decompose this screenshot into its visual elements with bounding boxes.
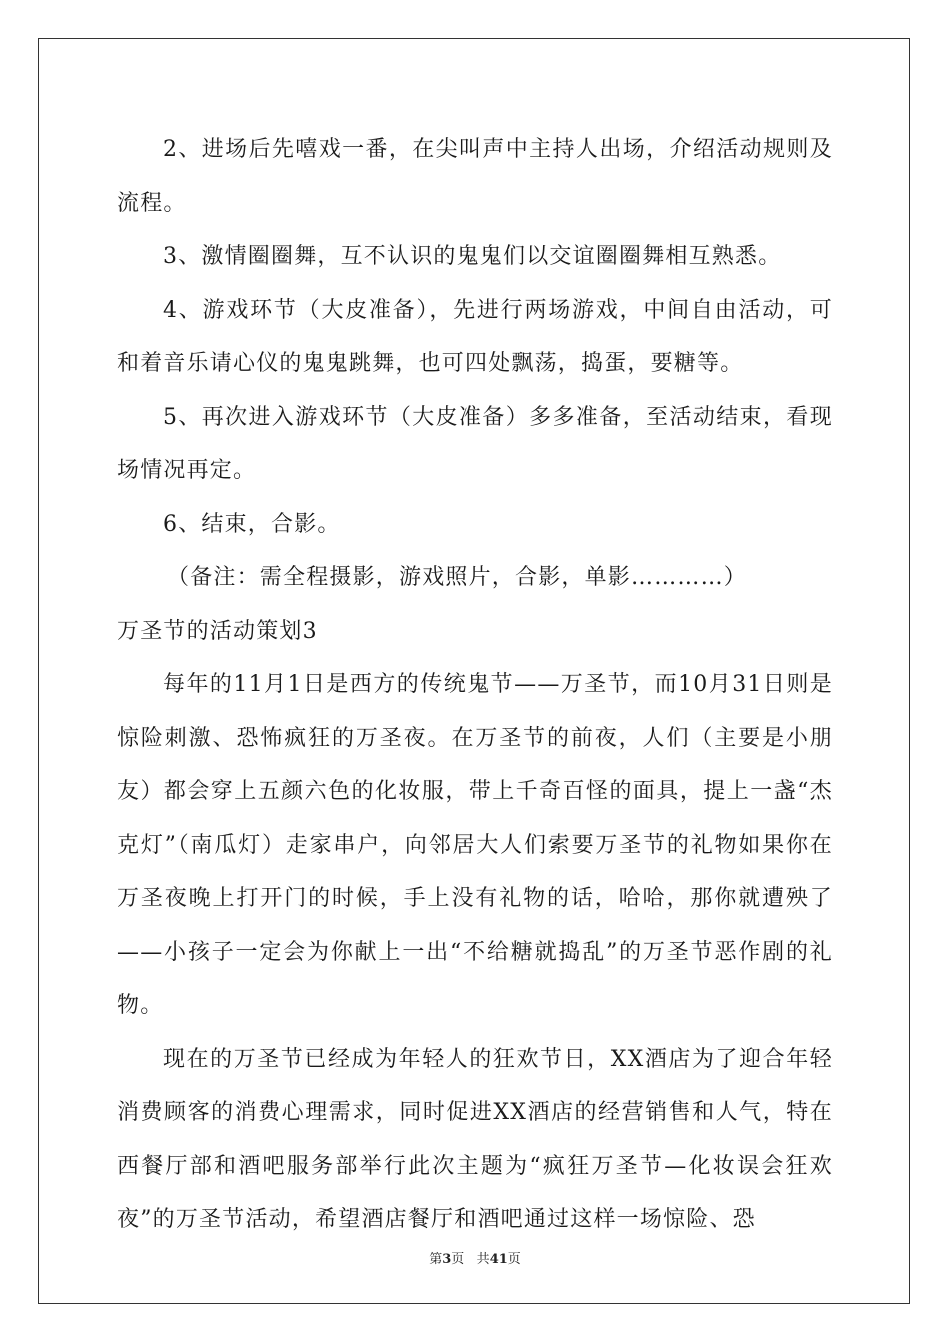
page-footer	[0, 1248, 950, 1267]
footer-page-number: 3	[442, 1252, 452, 1267]
paragraph-step-5: 5、再次进入游戏环节（大皮准备）多多准备，至活动结束，看现场情况再定。	[117, 404, 833, 483]
footer-page-suffix: 页	[451, 1252, 465, 1267]
footer-page-prefix: 第	[429, 1252, 443, 1267]
paragraph-step-2: 2、进场后先嘻戏一番，在尖叫声中主持人出场，介绍活动规则及流程。	[117, 137, 833, 216]
paragraph-step-4: 4、游戏环节（大皮准备），先进行两场游戏，中间自由活动，可和着音乐请心仪的鬼鬼跳舞，也可四处飘荡，捣蛋，要糖等。	[117, 297, 833, 376]
document-body	[117, 123, 833, 1247]
paragraph-intro: 每年的11月1日是西方的传统鬼节——万圣节，而10月31日则是惊险刺激、恐怖疯狂的万圣夜。在万圣节的前夜，人们（主要是小朋友）都会穿上五颜六色的化妆服，带上千奇百怪的面具，提上一盏“杰克灯”（南瓜灯）走家串户，向邻居大人们索要万圣节的礼物如果你在万圣夜晚上打开门的时候，手上没有礼物的话，哈哈，那你就遭殃了——小孩子一定会为你献上一出“不给糖就捣乱”的万圣节恶作剧的礼物。	[117, 672, 833, 1018]
paragraph-background: 现在的万圣节已经成为年轻人的狂欢节日，XX酒店为了迎合年轻消费顾客的消费心理需求，同时促进XX酒店的经营销售和人气，特在西餐厅部和酒吧服务部举行此次主题为“疯狂万圣节—化妆误会狂欢夜”的万圣节活动，希望酒店餐厅和酒吧通过这样一场惊险、恐	[117, 1046, 833, 1232]
footer-total-pages: 41	[489, 1252, 508, 1267]
paragraph-note: （备注：需全程摄影，游戏照片，合影，单影…………）	[167, 565, 748, 590]
section-heading: 万圣节的活动策划3	[117, 618, 318, 644]
paragraph-step-6: 6、结束，合影。	[163, 511, 341, 537]
footer-total-suffix: 页	[507, 1252, 521, 1267]
paragraph-step-3: 3、激情圈圈舞，互不认识的鬼鬼们以交谊圈圈舞相互熟悉。	[163, 244, 782, 269]
footer-total-prefix: 共	[476, 1252, 490, 1267]
